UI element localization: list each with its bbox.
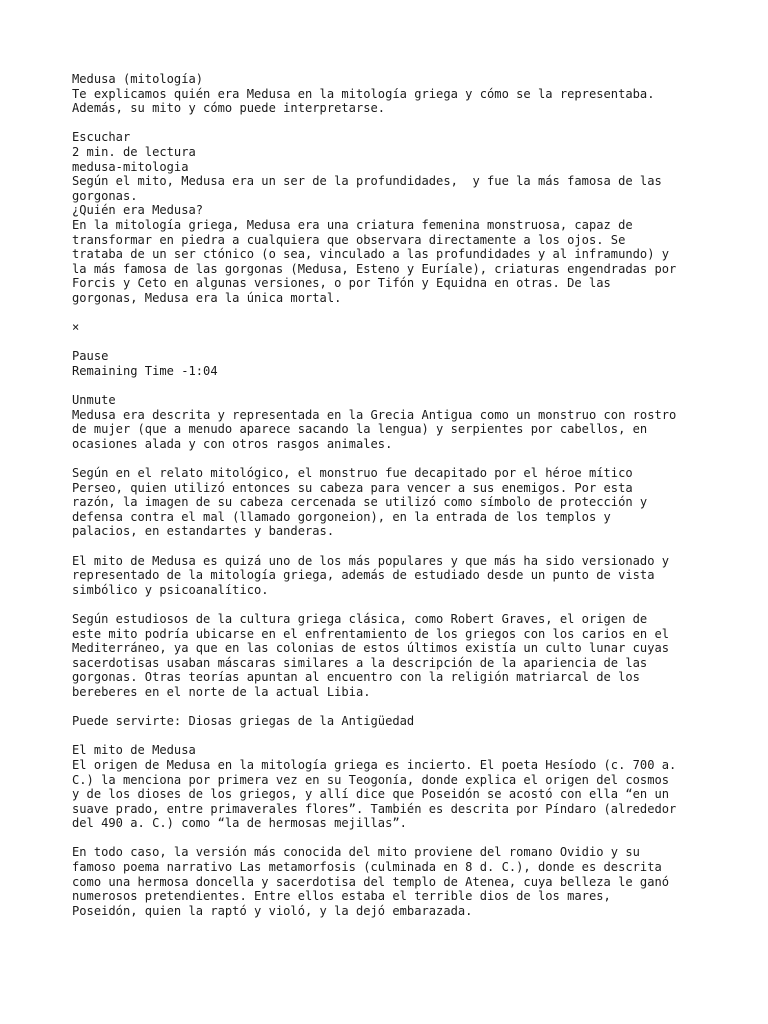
read-time: 2 min. de lectura [72,144,196,159]
body-line: trataba de un ser ctónico (o sea, vinculado a las profundidades y al inframundo) y [72,247,670,262]
body-line: transformar en piedra a cualquiera que observara directamente a los ojos. Se [72,232,626,247]
image-description: gorgonas. [72,188,138,203]
section-heading-who: ¿Quién era Medusa? [72,203,204,218]
body-line: sacerdotisas usaban máscaras similares a la descripción de la apariencia de las [72,655,648,670]
player-controls [72,349,712,378]
body-line: suave prado, entre primaverales flores”. También es descrita por Píndaro (alrededor [72,801,677,816]
body-line: ocasiones alada y con otros rasgos animales. [72,436,393,451]
article-header [72,72,712,116]
close-icon[interactable]: × [72,320,80,335]
paragraph [72,845,712,918]
body-line: la más famosa de las gorgonas (Medusa, Esteno y Euríale), criaturas engendradas por [72,261,677,276]
body-line: gorgonas. Otras teorías apuntan al encuentro con la religión matriarcal de los [72,670,640,685]
body-line: Forcis y Ceto en algunas versiones, o por Tifón y Equidna en otras. De las [72,276,611,291]
body-line: gorgonas, Medusa era la única mortal. [72,290,342,305]
body-line: este mito podría ubicarse en el enfrentamiento de los griegos con los carios en el [72,626,670,641]
pause-button[interactable]: Pause [72,349,109,364]
related-link[interactable]: Puede servirte: Diosas griegas de la Antigüedad [72,714,415,729]
body-line: simbólico y psicoanalítico. [72,582,269,597]
unmute-button[interactable]: Unmute [72,393,116,408]
image-caption: medusa-mitologia [72,159,189,174]
body-line: representado de la mitología griega, además de estudiado desde un punto de vista [72,568,655,583]
section-myth [72,743,712,831]
body-line: Perseo, quien utilizó entonces su cabeza para vencer a sus enemigos. Por esta [72,480,633,495]
intro-line: Además, su mito y cómo puede interpretarse. [72,101,386,116]
body-line: y de los dioses de los griegos, y allí dice que Poseidón se acostó con ella “en un [72,787,670,802]
body-line: palacios, en estandartes y banderas. [72,524,335,539]
section-heading-myth: El mito de Medusa [72,743,196,758]
body-line: En todo caso, la versión más conocida del mito proviene del romano Ovidio y su [72,845,640,860]
article-title: Medusa (mitología) [72,72,204,86]
related-link-block [72,714,712,729]
listen-button[interactable]: Escuchar [72,130,131,145]
body-line: razón, la imagen de su cabeza cercenada se utilizó como símbolo de protección y [72,495,648,510]
body-line: Poseidón, quien la raptó y violó, y la dejó embarazada. [72,903,473,918]
video-player [72,320,712,335]
paragraph [72,612,712,700]
paragraph [72,393,712,451]
body-line: El origen de Medusa en la mitología griega es incierto. El poeta Hesíodo (c. 700 a. [72,757,677,772]
body-line: de mujer (que a menudo aparece sacando la lengua) y serpientes por cabellos, en [72,422,648,437]
body-line: defensa contra el mal (llamado gorgoneion), en la entrada de los templos y [72,509,611,524]
body-line: Según en el relato mitológico, el monstruo fue decapitado por el héroe mítico [72,466,633,481]
body-line: numerosos pretendientes. Entre ellos estaba el terrible dios de los mares, [72,889,611,904]
body-line: El mito de Medusa es quizá uno de los más populares y que más ha sido versionado y [72,553,670,568]
body-line: En la mitología griega, Medusa era una criatura femenina monstruosa, capaz de [72,217,633,232]
paragraph [72,554,712,598]
document-page [72,72,712,918]
body-line: famoso poema narrativo Las metamorfosis (culminada en 8 d. C.), donde es descrita [72,860,662,875]
body-line: C.) la menciona por primera vez en su Teogonía, donde explica el origen del cosmos [72,772,670,787]
intro-line: Te explicamos quién era Medusa en la mitología griega y cómo se la representaba. [72,86,655,101]
remaining-time: Remaining Time -1:04 [72,363,218,378]
body-line: Medusa era descrita y representada en la Grecia Antigua como un monstruo con rostro [72,407,677,422]
body-line: Según estudiosos de la cultura griega clásica, como Robert Graves, el origen de [72,611,648,626]
image-description: Según el mito, Medusa era un ser de la profundidades, y fue la más famosa de las [72,174,662,189]
body-line: como una hermosa doncella y sacerdotisa del templo de Atenea, cuya belleza le ganó [72,874,670,889]
body-line: Mediterráneo, ya que en las colonias de estos últimos existía un culto lunar cuyas [72,641,670,656]
paragraph [72,466,712,539]
body-line: del 490 a. C.) como “la de hermosas mejillas”. [72,816,407,831]
body-line: bereberes en el norte de la actual Libia. [72,684,371,699]
article-meta [72,130,712,305]
